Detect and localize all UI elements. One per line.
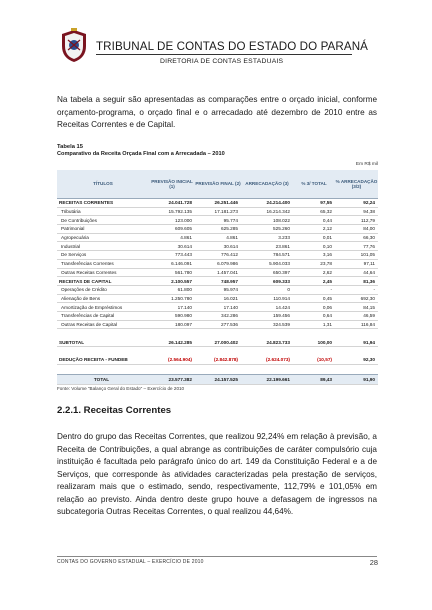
table-row <box>57 303 378 312</box>
header-subtitle: DIRETORIA DE CONTAS ESTADUAIS <box>160 58 284 65</box>
table-cell: 1.250.780 <box>171 295 192 301</box>
table-cell: 84,00 <box>363 226 375 232</box>
coat-of-arms-logo <box>58 28 90 64</box>
table-cell: 65,32 <box>320 209 332 215</box>
table-subtitle: Comparativo da Receita Orçada Final com a Arrecadada – 2010 <box>57 151 225 157</box>
table-cell: 525.260 <box>273 226 290 232</box>
table-cell: 590.980 <box>175 313 192 319</box>
table-cell: 97,55 <box>320 200 332 206</box>
table-row <box>57 277 378 286</box>
table-cell: 180.097 <box>175 321 192 327</box>
table-cell: Outras Receitas Correntes <box>61 269 117 275</box>
table-row <box>57 286 378 295</box>
table-cell: 773.443 <box>175 252 192 258</box>
table-cell: Operações de Crédito <box>61 287 107 293</box>
table-cell: 5.904.033 <box>269 261 290 267</box>
table-cell: Alienação de Bens <box>61 295 101 301</box>
column-header: % ARRECADAÇÃO (3/2) <box>335 178 378 189</box>
table-cell: Amortização de Empréstimos <box>61 304 123 310</box>
revenue-table <box>57 170 378 385</box>
table-cell: 30.614 <box>177 243 192 249</box>
table-cell: 95.974 <box>223 287 238 293</box>
table-cell: (10,57) <box>317 357 332 363</box>
table-row <box>57 208 378 217</box>
table-cell: (2.564.904) <box>168 357 192 363</box>
table-cell: 0,64 <box>322 313 332 319</box>
table-cell: 66,30 <box>363 235 375 241</box>
table-cell: 159.456 <box>273 313 290 319</box>
table-cell: 561.780 <box>175 269 192 275</box>
table-header-row <box>57 170 378 199</box>
table-cell: 342.286 <box>221 313 238 319</box>
table-cell: Outras Receitas de Capital <box>61 321 118 327</box>
column-header: PREVISÃO INICIAL (1) <box>151 178 193 189</box>
table-cell: 23.861 <box>275 243 290 249</box>
table-cell: 84,15 <box>363 304 375 310</box>
table-cell: 108.022 <box>273 217 290 223</box>
table-row <box>57 199 378 208</box>
table-cell: 123.000 <box>175 217 192 223</box>
header-divider <box>96 54 352 55</box>
table-row <box>57 216 378 225</box>
table-row <box>57 295 378 304</box>
table-cell: 30.614 <box>223 243 238 249</box>
table-cell: 24.214.400 <box>266 200 290 206</box>
table-row <box>57 321 378 330</box>
table-cell: 1,31 <box>322 321 332 327</box>
table-source: Fonte: Volume "Balanço Geral do Estado" – Exercício de 2010 <box>57 386 185 391</box>
table-cell: (2.624.073) <box>266 357 290 363</box>
section-heading: 2.2.1. Receitas Correntes <box>57 405 172 416</box>
table-cell: Agropecuária <box>61 235 89 241</box>
table-cell: SUBTOTAL <box>59 339 85 345</box>
table-spacer <box>57 329 378 338</box>
table-cell: 17.181.273 <box>214 209 238 215</box>
table-row-total <box>57 374 378 385</box>
table-cell: 77,76 <box>363 243 375 249</box>
table-row <box>57 260 378 269</box>
table-cell: 24.157.525 <box>214 376 238 382</box>
table-cell: - <box>330 287 332 293</box>
table-cell: 277.536 <box>221 321 238 327</box>
table-cell: Patrimonial <box>61 226 85 232</box>
table-cell: - <box>373 287 375 293</box>
table-cell: 23,78 <box>320 261 332 267</box>
table-cell: 26.142.285 <box>168 339 192 345</box>
table-body <box>57 199 378 329</box>
table-row-deduction <box>57 356 378 365</box>
table-cell: 95.774 <box>223 217 238 223</box>
table-cell: 2,12 <box>322 226 332 232</box>
table-cell: 609.605 <box>175 226 192 232</box>
table-cell: 0,45 <box>322 295 332 301</box>
table-cell: 26.251.446 <box>214 200 238 206</box>
table-cell: 22.199.661 <box>266 376 290 382</box>
table-row <box>57 225 378 234</box>
table-cell: 784.571 <box>273 252 290 258</box>
column-header: PREVISÃO FINAL (2) <box>195 181 241 187</box>
table-cell: 110.914 <box>273 295 290 301</box>
table-cell: 6.146.091 <box>171 261 192 267</box>
table-cell: 2,45 <box>322 278 332 284</box>
table-cell: 2.100.557 <box>171 278 192 284</box>
column-header: % 3/ TOTAL <box>301 181 327 187</box>
table-cell: De Contribuições <box>61 217 97 223</box>
table-units: Em R$ mil <box>355 162 378 167</box>
table-cell: 0,01 <box>322 235 332 241</box>
table-cell: 0,06 <box>322 304 332 310</box>
table-cell: 91,94 <box>363 339 375 345</box>
table-cell: 3,16 <box>322 252 332 258</box>
column-header: TÍTULOS <box>93 181 113 187</box>
table-cell: (2.842.878) <box>214 357 238 363</box>
table-cell: 748.957 <box>221 278 238 284</box>
table-cell: Transferências de Capital <box>61 313 115 319</box>
table-cell: 92,24 <box>363 200 375 206</box>
table-cell: 4.861 <box>226 235 238 241</box>
table-cell: TOTAL <box>93 376 110 382</box>
table-cell: 94,38 <box>363 209 375 215</box>
table-cell: 24.823.733 <box>266 339 290 345</box>
table-cell: 81,36 <box>363 278 375 284</box>
table-cell: 3.233 <box>278 235 290 241</box>
table-cell: 17.140 <box>177 304 192 310</box>
table-cell: 61.800 <box>177 287 192 293</box>
table-cell: 650.397 <box>273 269 290 275</box>
page-number: 28 <box>369 558 378 567</box>
table-cell: 0,10 <box>322 243 332 249</box>
table-cell: 92,30 <box>363 357 375 363</box>
table-row <box>57 312 378 321</box>
table-cell: 692,30 <box>360 295 375 301</box>
table-cell: 17.140 <box>223 304 238 310</box>
table-cell: 625.285 <box>221 226 238 232</box>
table-cell: 14.424 <box>275 304 290 310</box>
table-cell: 324.539 <box>273 321 290 327</box>
table-spacer <box>57 347 378 356</box>
table-cell: 24.041.728 <box>168 200 192 206</box>
table-cell: RECEITAS DE CAPITAL <box>59 278 112 284</box>
table-cell: 27.000.402 <box>214 339 238 345</box>
table-cell: De Serviços <box>61 252 87 258</box>
table-cell: 116,84 <box>361 321 375 327</box>
table-cell: 6.079.986 <box>217 261 238 267</box>
table-cell: 609.333 <box>273 278 290 284</box>
table-cell: 101,05 <box>360 252 375 258</box>
table-cell: 776.412 <box>221 252 238 258</box>
table-cell: 16.021 <box>223 295 238 301</box>
footer-text: CONTAS DO GOVERNO ESTADUAL – EXERCÍCIO DE 2010 <box>57 559 204 565</box>
table-cell: RECEITAS CORRENTES <box>59 200 114 206</box>
table-cell: 91,90 <box>363 376 375 382</box>
table-cell: Transferências Correntes <box>61 261 114 267</box>
table-cell: Tributária <box>61 209 81 215</box>
table-cell: 44,64 <box>363 269 375 275</box>
column-header: ARRECADAÇÃO (3) <box>245 181 289 187</box>
table-cell: 112,79 <box>361 217 375 223</box>
table-cell: Industrial <box>61 243 81 249</box>
table-cell: 100,00 <box>317 339 332 345</box>
footer-divider <box>57 556 377 557</box>
table-cell: 2,62 <box>322 269 332 275</box>
table-cell: 46,59 <box>363 313 375 319</box>
intro-paragraph: Na tabela a seguir são apresentadas as comparações entre o orçado inicial, conforme orçamento-programa, o orçado final e o arrecadado até dezembro de 2010 entre as Receitas Correntes e de Capital. <box>57 95 377 130</box>
table-cell: 97,11 <box>363 261 375 267</box>
table-cell: 1.457.041 <box>217 269 238 275</box>
section-paragraph: Dentro do grupo das Receitas Correntes, que realizou 92,24% em relação à previsão, a Receita de Contribuições, a qual abrange as contribuições de caráter compulsório cuja instituição é facultada pelo parágrafo único do art. 149 da Constituição Federal e a de Serviços, que corresponde às atividades caracterizadas pela prestação de serviços, realizaram mais que o estimado, sendo, respectivamente, 112,79% e 101,05% em relação ao previsto. Ainda dentro deste grupo houve a defasagem de ingressos na subcategoria Outras Receitas Correntes, o qual realizou 44,64%. <box>57 432 377 516</box>
table-row <box>57 234 378 243</box>
table-cell: 4.861 <box>180 235 192 241</box>
table-cell: 89,43 <box>320 376 332 382</box>
table-row <box>57 242 378 251</box>
table-row <box>57 251 378 260</box>
table-cell: DEDUÇÃO RECEITA - FUNDEB <box>59 357 128 363</box>
table-cell: 15.792.135 <box>168 209 192 215</box>
table-cell: 16.214.342 <box>266 209 290 215</box>
table-cell: 0 <box>287 287 290 293</box>
header-title: TRIBUNAL DE CONTAS DO ESTADO DO PARANÁ <box>96 40 368 53</box>
table-caption: Tabela 15 <box>57 144 83 150</box>
table-spacer <box>57 365 378 374</box>
table-row-subtotal <box>57 338 378 347</box>
table-row <box>57 269 378 278</box>
table-cell: 23.577.382 <box>168 376 192 382</box>
table-cell: 0,44 <box>322 217 332 223</box>
